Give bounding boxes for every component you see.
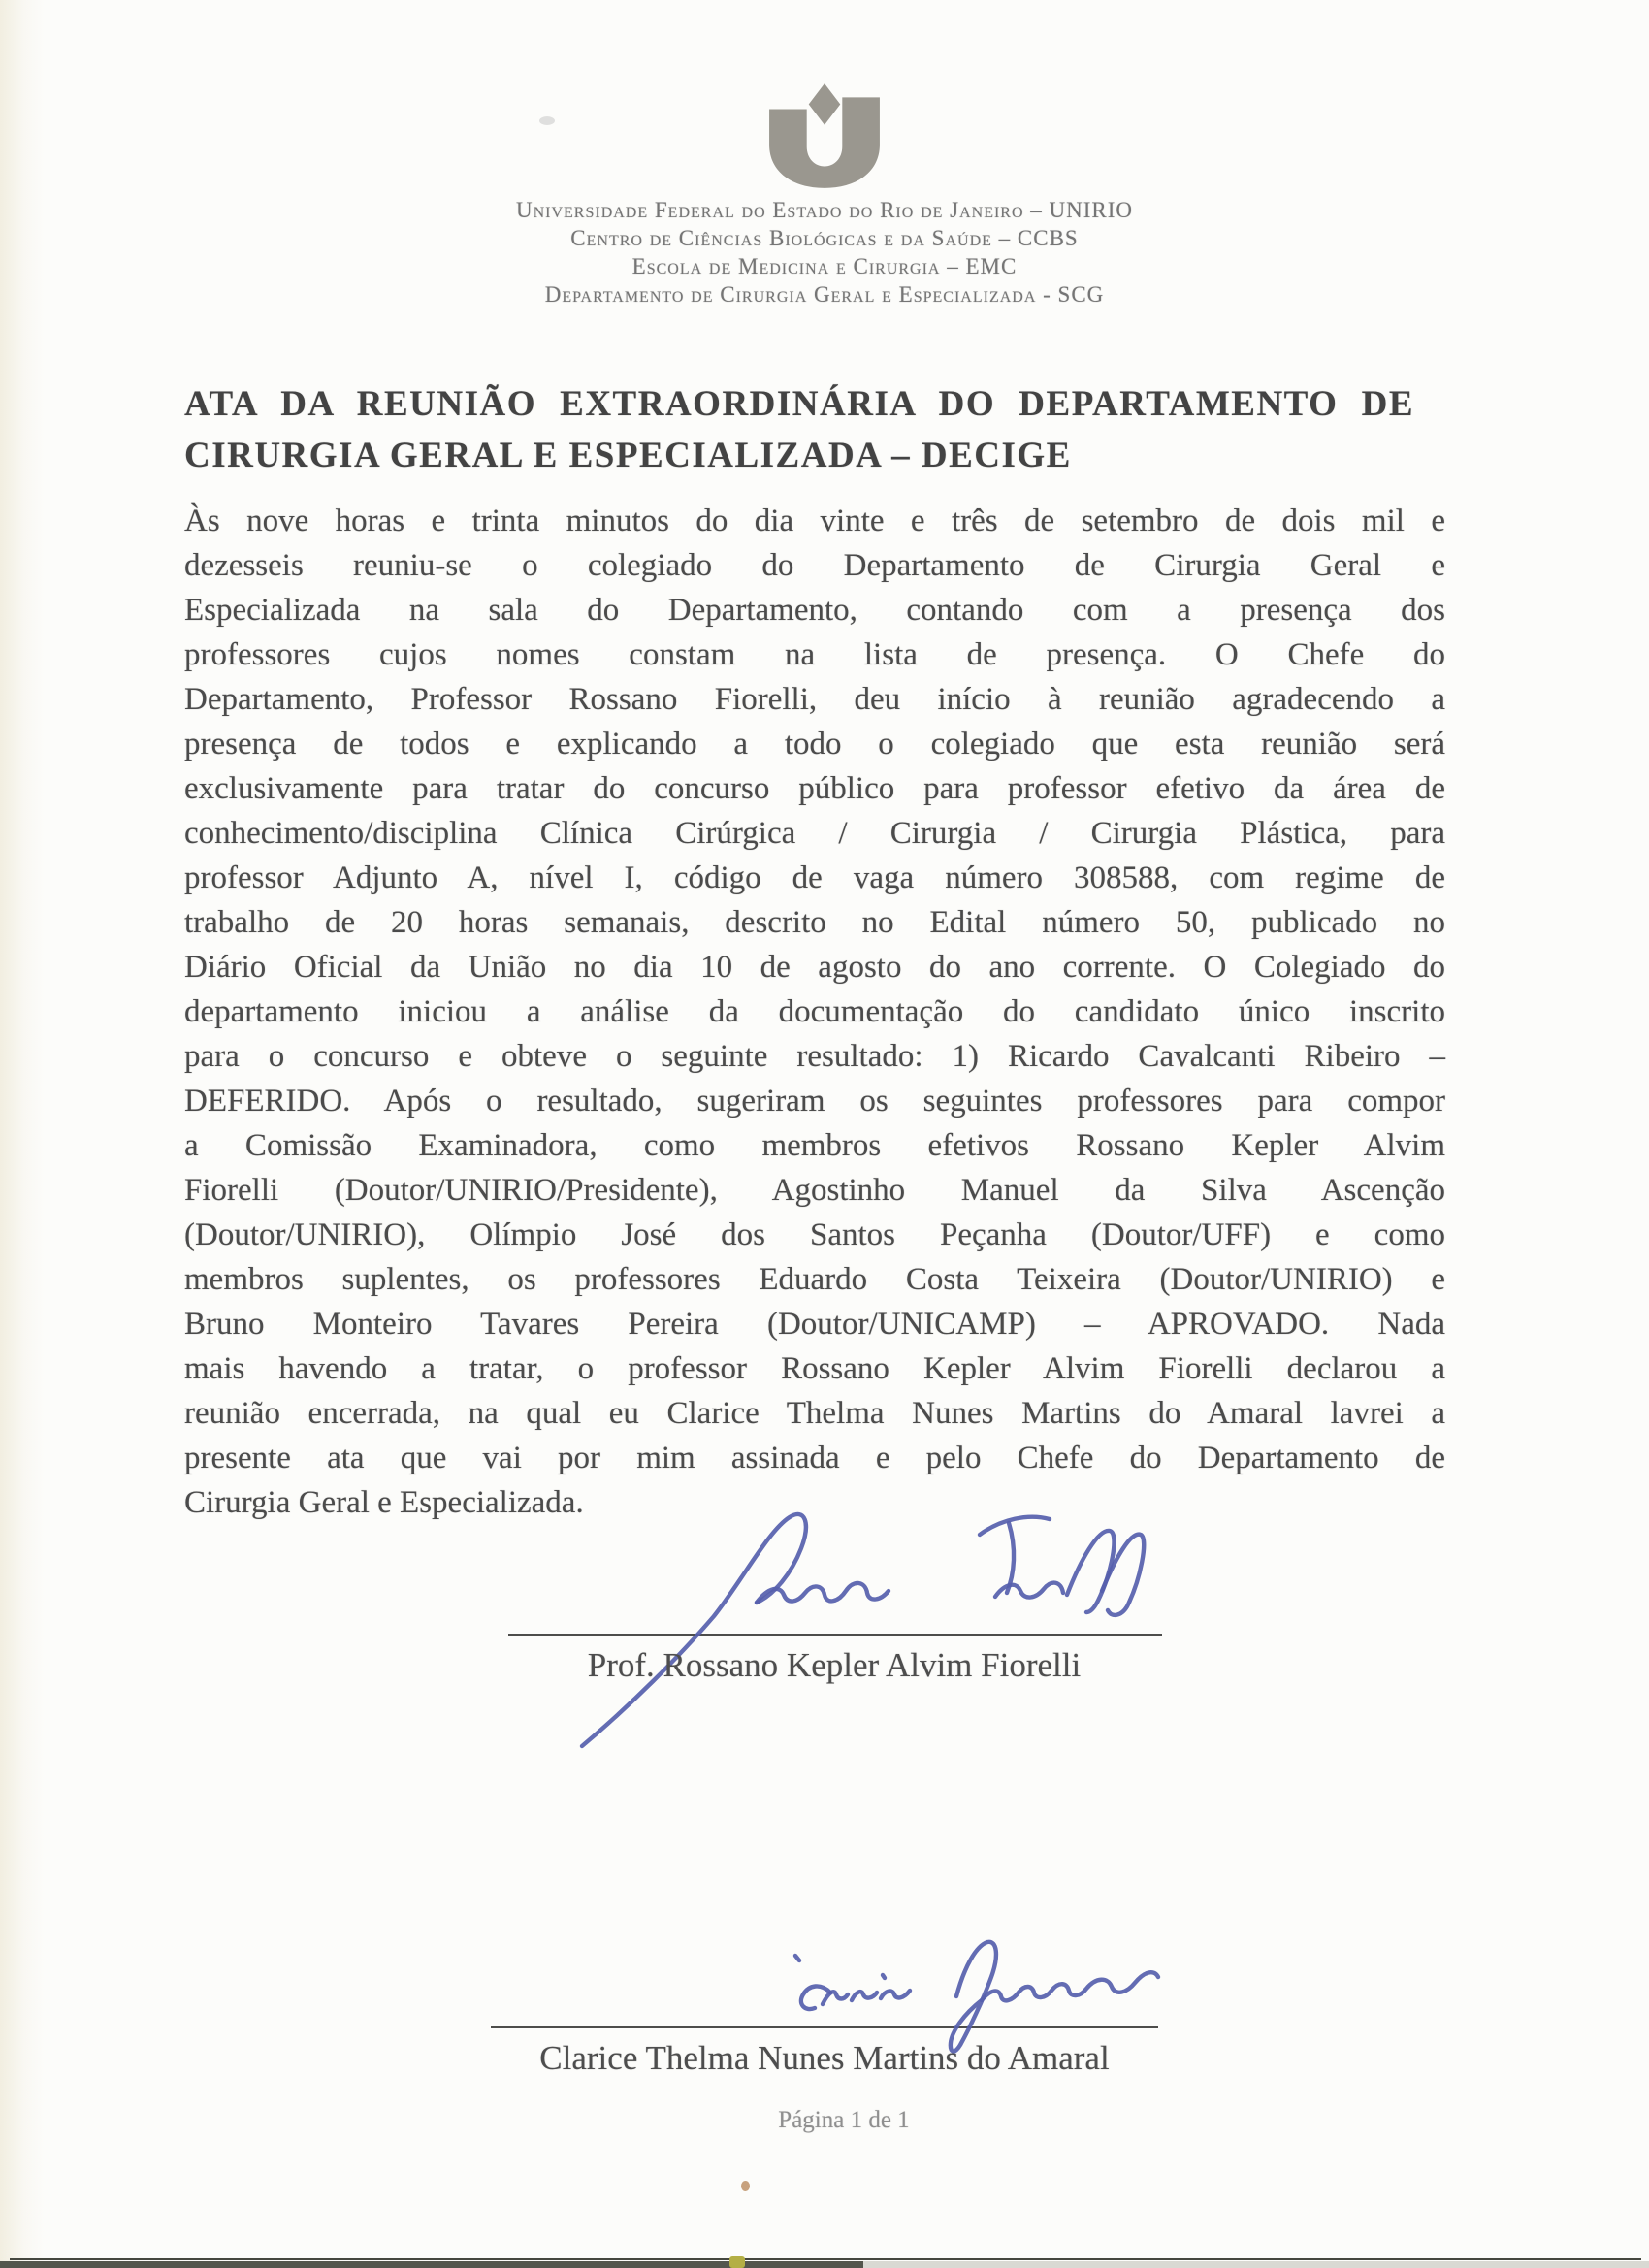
body-line: Bruno Monteiro Tavares Pereira (Doutor/UNICAMP) – APROVADO. Nada xyxy=(184,1307,1445,1342)
letterhead-line-university: Universidade Federal do Estado do Rio de Janeiro – UNIRIO xyxy=(515,198,1134,222)
body-line: dezesseis reuniu-se o colegiado do Departamento de Cirurgia Geral e xyxy=(184,548,1445,583)
body-line: Especializada na sala do Departamento, contando com a presença dos xyxy=(184,593,1445,628)
page-number: Página 1 de 1 xyxy=(778,2107,910,2133)
scan-edge-tint xyxy=(0,0,45,2268)
document-title-line: ATA DA REUNIÃO EXTRAORDINÁRIA DO DEPARTAMENTO DE xyxy=(184,384,1414,424)
body-line: presente ata que vai por mim assinada e pelo Chefe do Departamento de xyxy=(184,1441,1445,1475)
scan-edge-band xyxy=(863,2261,1649,2268)
body-line: para o concurso e obteve o seguinte resultado: 1) Ricardo Cavalcanti Ribeiro – xyxy=(184,1039,1445,1074)
body-line: Departamento, Professor Rossano Fiorelli, deu início à reunião agradecendo a xyxy=(184,682,1445,717)
body-line: mais havendo a tratar, o professor Rossano Kepler Alvim Fiorelli declarou a xyxy=(184,1351,1445,1386)
document-title-line: CIRURGIA GERAL E ESPECIALIZADA – DECIGE xyxy=(184,436,1072,475)
body-line: Cirurgia Geral e Especializada. xyxy=(184,1485,584,1520)
body-line: Às nove horas e trinta minutos do dia vinte e três de setembro de dois mil e xyxy=(184,503,1445,538)
body-line: a Comissão Examinadora, como membros efetivos Rossano Kepler Alvim xyxy=(184,1128,1445,1163)
body-line: conhecimento/disciplina Clínica Cirúrgica / Cirurgia / Cirurgia Plástica, para xyxy=(184,816,1445,851)
body-line: professor Adjunto A, nível I, código de vaga número 308588, com regime de xyxy=(184,860,1445,895)
unirio-logo-icon xyxy=(765,83,884,190)
scan-speck xyxy=(741,2181,750,2191)
body-line: departamento iniciou a análise da documentação do candidato único inscrito xyxy=(184,994,1445,1029)
scan-edge-mark xyxy=(729,2256,745,2268)
letterhead xyxy=(0,83,1649,308)
letterhead-line-school: Escola de Medicina e Cirurgia – EMC xyxy=(631,254,1018,278)
body-line: membros suplentes, os professores Eduardo Costa Teixeira (Doutor/UNIRIO) e xyxy=(184,1262,1445,1297)
body-line: Diário Oficial da União no dia 10 de agosto do ano corrente. O Colegiado do xyxy=(184,950,1445,985)
body-line: exclusivamente para tratar do concurso público para professor efetivo da área de xyxy=(184,771,1445,806)
body-line: Fiorelli (Doutor/UNIRIO/Presidente), Agostinho Manuel da Silva Ascenção xyxy=(184,1173,1445,1208)
signatory-name: Clarice Thelma Nunes Martins do Amaral xyxy=(539,2039,1110,2077)
letterhead-line-center: Centro de Ciências Biológicas e da Saúde – CCBS xyxy=(570,226,1079,250)
body-line: DEFERIDO. Após o resultado, sugeriram os seguintes professores para compor xyxy=(184,1084,1445,1118)
signature-rossano-fiorelli xyxy=(524,1502,1212,1754)
scan-edge-line xyxy=(10,2258,1641,2260)
letterhead-line-department: Departamento de Cirurgia Geral e Especializada - SCG xyxy=(544,282,1105,307)
body-line: trabalho de 20 horas semanais, descrito no Edital número 50, publicado no xyxy=(184,905,1445,940)
document-title xyxy=(184,378,1414,481)
body-line: presença de todos e explicando a todo o colegiado que esta reunião será xyxy=(184,727,1445,761)
body-line: professores cujos nomes constam na lista de presença. O Chefe do xyxy=(184,637,1445,672)
minutes-paragraph xyxy=(184,499,1445,1525)
signatory-name: Prof. Rossano Kepler Alvim Fiorelli xyxy=(587,1646,1082,1684)
body-line: reunião encerrada, na qual eu Clarice Thelma Nunes Martins do Amaral lavrei a xyxy=(184,1396,1445,1431)
body-line: (Doutor/UNIRIO), Olímpio José dos Santos Peçanha (Doutor/UFF) e como xyxy=(184,1217,1445,1252)
